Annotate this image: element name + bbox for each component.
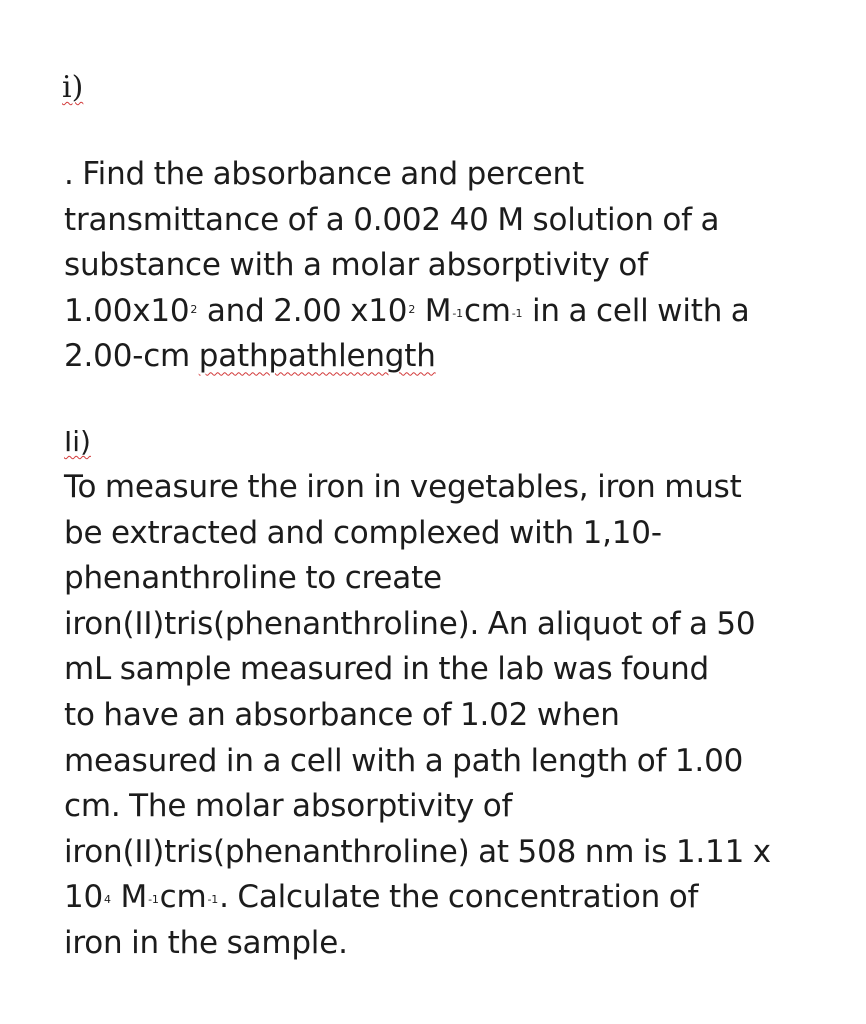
question-1-text (64, 152, 824, 380)
question-2-line-11: iron in the sample. (64, 924, 348, 961)
question-1-marker: i) (62, 70, 84, 105)
unit-cm: cm (159, 879, 207, 916)
value-a: 1.00x10 (64, 292, 190, 329)
question-2-line-9: iron(II)tris(phenanthroline) at 508 nm is 1.11 x (64, 833, 771, 870)
exponent: -1 (452, 306, 463, 320)
question-2-marker: Ii) (64, 425, 91, 458)
line-tail: . Calculate the concentration of (219, 879, 699, 916)
question-2-line-3: phenanthroline to create (64, 560, 442, 597)
question-1-line-2: transmittance of a 0.002 40 M solution of a (64, 201, 720, 238)
exponent: 2 (190, 302, 198, 316)
line-tail: in a cell with a (523, 292, 750, 329)
question-2-line-10 (64, 875, 824, 921)
value-ten: 10 (64, 879, 104, 916)
path-value: 2.00-cm (64, 338, 199, 375)
misspelled-word: pathpathlength (198, 338, 436, 375)
unit-cm: cm (463, 292, 511, 329)
exponent: -1 (148, 893, 159, 907)
unit-m: M (416, 292, 452, 329)
question-2-line-2: be extracted and complexed with 1,10- (64, 514, 662, 551)
question-2-line-1: To measure the iron in vegetables, iron must (64, 469, 742, 505)
question-2-text (64, 465, 824, 967)
question-1-line-4 (64, 289, 824, 335)
question-2-line-4: iron(II)tris(phenanthroline). An aliquot of a 50 (64, 605, 756, 642)
exponent: 2 (408, 302, 416, 316)
question-2-line-8: cm. The molar absorptivity of (64, 788, 513, 825)
unit-m: M (111, 879, 148, 916)
exponent: -1 (511, 306, 523, 320)
exponent: 4 (104, 893, 111, 907)
question-2-line-6: to have an absorbance of 1.02 when (64, 696, 620, 733)
exponent: -1 (207, 893, 219, 907)
question-1-line-5 (64, 334, 824, 380)
value-b: and 2.00 x10 (198, 292, 408, 329)
question-1-line-1: . Find the absorbance and percent (64, 156, 584, 192)
question-2-line-5: mL sample measured in the lab was found (64, 651, 710, 688)
question-1-line-3: substance with a molar absorptivity of (64, 247, 648, 284)
question-2-line-7: measured in a cell with a path length of 1.00 (64, 742, 744, 779)
